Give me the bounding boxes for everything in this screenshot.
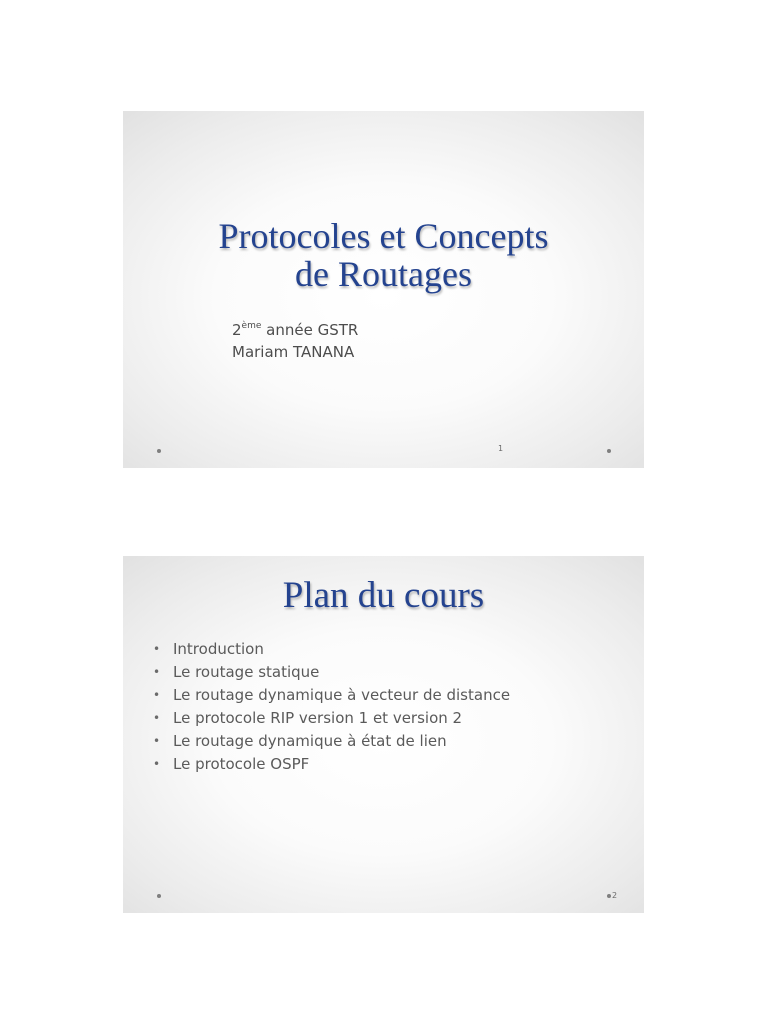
course-year-program: année GSTR (261, 321, 359, 339)
course-year (232, 319, 358, 341)
bullet-icon: • (153, 665, 161, 679)
slide-1 (123, 111, 644, 468)
slide-corner-dot-left (157, 894, 161, 898)
list-item (153, 707, 510, 730)
list-item (153, 730, 510, 753)
list-item (153, 638, 510, 661)
author-name: Mariam TANANA (232, 343, 355, 361)
list-item-text: Le protocole OSPF (173, 755, 310, 773)
slide-page-number: 1 (498, 444, 504, 453)
slide-corner-dot-right (607, 449, 611, 453)
list-item (153, 753, 510, 776)
list-item (153, 661, 510, 684)
list-item-text: Le routage dynamique à vecteur de distance (173, 686, 511, 704)
slide-2 (123, 556, 644, 913)
slide-corner-dot-right (607, 894, 611, 898)
bullet-icon: • (153, 711, 161, 725)
list-item (153, 684, 510, 707)
slide-page-number: 2 (612, 891, 618, 900)
slide-title (123, 217, 644, 293)
list-item-text: Introduction (173, 640, 264, 658)
title-line-2: de Routages (295, 254, 472, 294)
course-outline-list (153, 638, 510, 776)
slide-subtitle (232, 319, 358, 363)
slide-corner-dot-left (157, 449, 161, 453)
bullet-icon: • (153, 734, 161, 748)
course-year-number: 2 (232, 321, 242, 339)
list-item-text: Le routage dynamique à état de lien (173, 732, 447, 750)
bullet-icon: • (153, 757, 161, 771)
title-line-1: Protocoles et Concepts (218, 216, 549, 256)
course-year-ordinal: ème (241, 321, 262, 331)
bullet-icon: • (153, 688, 161, 702)
list-item-text: Le routage statique (173, 663, 320, 681)
list-item-text: Le protocole RIP version 1 et version 2 (173, 709, 463, 727)
bullet-icon: • (153, 642, 161, 656)
slide-title: Plan du cours (282, 575, 485, 616)
